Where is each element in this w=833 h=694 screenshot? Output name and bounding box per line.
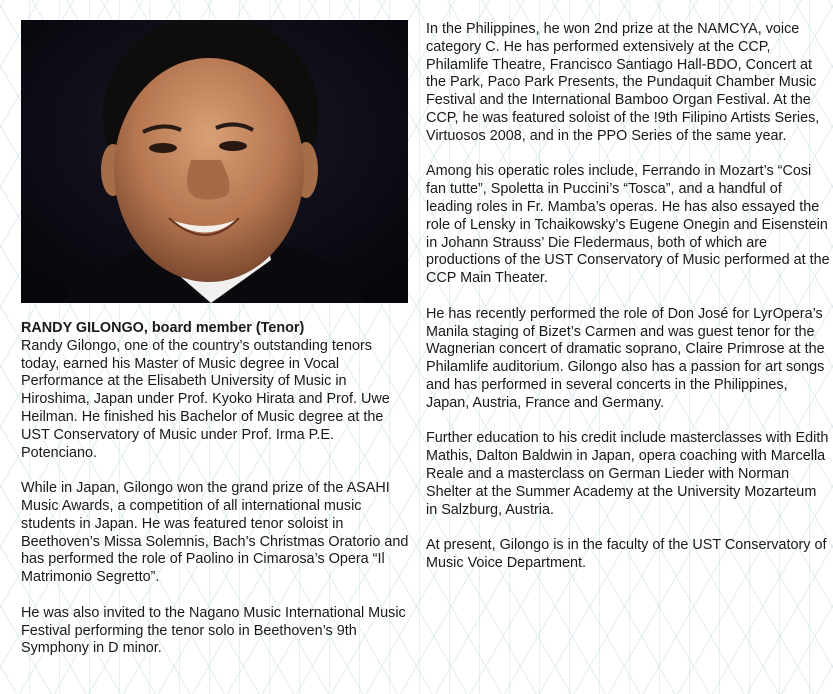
bio-heading: RANDY GILONGO, board member (Tenor) (21, 320, 305, 336)
bio-paragraph: While in Japan, Gilongo won the grand prize of the ASAHI Music Awards, a competition of all international music students in Japan. He was featured tenor soloist in Beethoven’s Missa Solemnis, Bach’s Christmas Oratorio and has performed the role of Paolino in Cimarosa’s Opera “Il Matrimonio Segretto”. (21, 480, 409, 586)
bio-right-column (426, 21, 831, 591)
bio-paragraph: Further education to his credit include masterclasses with Edith Mathis, Dalton Baldwin in Japan, opera coaching with Marcella Reale and a masterclass on German Lieder with Norman Shelter at the Summer Academy at the University Mozarteum in Salzburg, Austria. (426, 430, 829, 518)
bio-paragraph: Among his operatic roles include, Ferrando in Mozart’s “Cosi fan tutte”, Spoletta in Puccini’s “Tosca”, and a handful of leading roles in Fr. Mamba’s operas. He has also essayed the role of Lensky in Tchaikowsky’s Eugene Onegin and Eisenstein in Johann Strauss’ Die Fledermaus, both of which are productions of the UST Conservatory of Music performed at the CCP Main Theater. (426, 163, 830, 287)
bio-paragraph: He was also invited to the Nagano Music International Music Festival performing the tenor solo in Beethoven’s 9th Symphony in D minor. (21, 604, 406, 657)
portrait-image (21, 20, 408, 303)
bio-paragraph: In the Philippines, he won 2nd prize at the NAMCYA, voice category C. He has performed extensively at the CCP, Philamlife Theatre, Francisco Santiago Hall-BDO, Concert at the Park, Paco Park Presents, the Pundaquit Chamber Music Festival and the International Bamboo Organ Festival. At the CCP, he was featured soloist of the !9th Filipino Artists Series, Virtuosos 2008, and in the PPO Series of the same year. (426, 21, 820, 144)
bio-paragraph: At present, Gilongo is in the faculty of the UST Conservatory of Music Voice Department. (426, 537, 827, 571)
bio-paragraph: He has recently performed the role of Don José for LyrOpera’s Manila staging of Bizet’s Carmen and was guest tenor for the Wagnerian concert of dramatic soprano, Claire Primrose at the Philamlife auditorium. Gilongo also has a passion for art songs and has performed in several concerts in the Philippines, Japan, Austria, France and Germany. (426, 305, 825, 411)
bio-left-column (21, 320, 411, 676)
bio-paragraph: Randy Gilongo, one of the country’s outstanding tenors today, earned his Master of Music degree in Vocal Performance at the Elisabeth University of Music in Hiroshima, Japan under Prof. Kyoko Hirata and Prof. Uwe Heilman. He finished his Bachelor of Music degree at the UST Conservatory of Music under Prof. Irma P.E. Potenciano. (21, 337, 390, 461)
portrait-photo (21, 20, 408, 303)
